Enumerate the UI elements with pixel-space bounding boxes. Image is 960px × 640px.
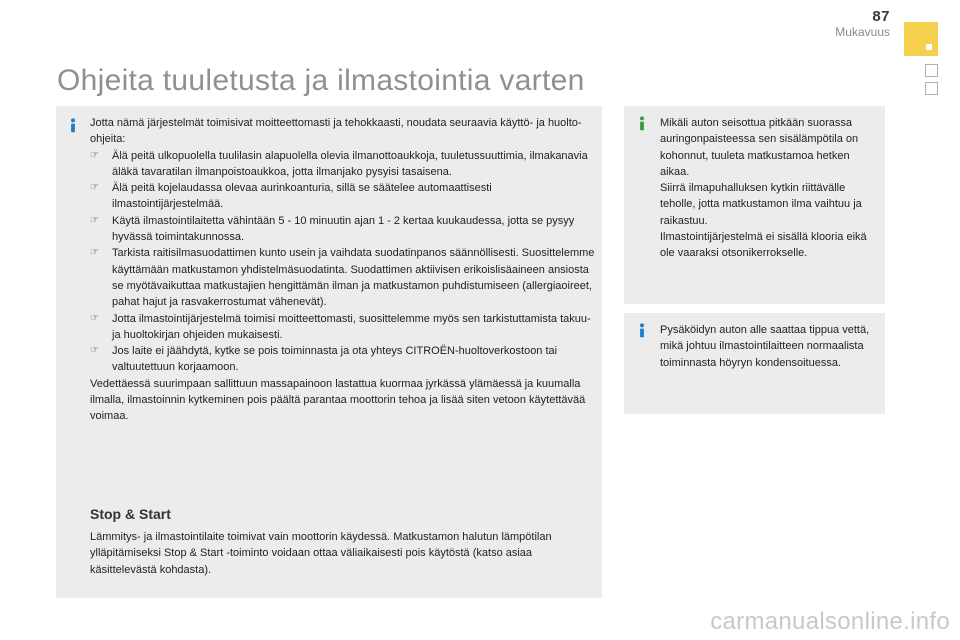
stop-start-text: Lämmitys- ja ilmastointilaite toimivat vain moottorin käydessä. Matkustamon halutun lämpötilan ylläpitämiseksi Stop & Start -toiminto voidaan ottaa väliaikaisesti pois käytöstä (katso asiaa käsittelevästä kohdasta). [90, 531, 552, 576]
eco-info-icon [635, 116, 649, 131]
nav-box-1 [925, 64, 938, 77]
section-tab-marker [904, 22, 938, 56]
condensation-text: Pysäköidyn auton alle saattaa tippua vettä, mikä johtuu ilmastointilaitteen normaalista toiminnasta höyryn kondensoituessa. [660, 324, 870, 369]
pointing-hand-icon: ☞ [90, 312, 99, 324]
list-item: ☞ Jotta ilmastointijärjestelmä toimisi moitteettomasti, suosittelemme myös sen tarkistuttamista takuu- ja huoltokirjan ohjeiden mukaisesti. [90, 312, 591, 341]
tab-marker-square [926, 44, 932, 50]
page-title: Ohjeita tuuletusta ja ilmastointia varten [57, 64, 585, 97]
eco-info-panel [624, 106, 885, 304]
pointing-hand-icon: ☞ [90, 345, 99, 357]
care-instructions-list [90, 148, 596, 376]
eco-info-text [660, 115, 878, 262]
main-text [90, 115, 596, 425]
info-icon [66, 118, 80, 133]
list-item: ☞ Älä peitä kojelaudassa olevaa aurinkoanturia, sillä se säätelee automaattisesti ilmastointijärjestelmää. [90, 182, 492, 211]
list-item: ☞ Tarkista raitisilmasuodattimen kunto usein ja vaihdata suodatinpanos säännöllisesti. Suosittelemme käyttämään matkustamon yhdistelmäsuodatinta. Suodattimen aktiivisen erikoislisäaineen ansiosta se myötävaikuttaa matkustajien hengittämän ilman ja matkustamon puhdistumiseen (allergiaoireet, pahat hajut ja rasvakerrostumat vähenevät). [90, 247, 595, 309]
eco-paragraph-3: Ilmastointijärjestelmä ei sisällä klooria eikä ole vaaraksi otsonikerrokselle. [660, 231, 867, 260]
eco-paragraph-2: Siirrä ilmapuhalluksen kytkin riittävälle teholle, jotta matkustamon ilma vaihtuu ja raikastuu. [660, 182, 862, 227]
stop-start-heading: Stop & Start [90, 506, 171, 522]
pointing-hand-icon: ☞ [90, 247, 99, 259]
list-item: ☞ Älä peitä ulkopuolella tuulilasin alapuolella olevia ilmanottoaukkoja, tuuletussuuttimia, ilmakanavia äläkä tavaratilan ilmanpoistoaukkoa, jotta ilmanjako pysyisi tasaisena. [90, 149, 588, 178]
page-header [835, 8, 890, 39]
outro-paragraph: Vedettäessä suurimpaan sallittuun massapainoon lastattua kuormaa jyrkässä ylämäessä ja kuumalla ilmalla, ilmastoinnin kytkeminen pois päältä parantaa moottorin tehoa ja lisää siten vetoon käytettävää voimaa. [90, 377, 586, 423]
pointing-hand-icon: ☞ [90, 214, 99, 226]
main-info-panel [56, 106, 602, 598]
list-item: ☞ Jos laite ei jäähdytä, kytke se pois toiminnasta ja ota yhteys CITROËN-huoltoverkostoon tai valtuutettuun korjaamoon. [90, 345, 558, 374]
nav-box-2 [925, 82, 938, 95]
pointing-hand-icon: ☞ [90, 182, 99, 194]
info-icon [635, 323, 649, 338]
condensation-info-panel [624, 313, 885, 414]
intro-paragraph: Jotta nämä järjestelmät toimisivat moitteettomasti ja tehokkaasti, noudata seuraavia käyttö- ja huolto-ohjeita: [90, 117, 582, 146]
list-item: ☞ Käytä ilmastointilaitetta vähintään 5 - 10 minuutin ajan 1 - 2 kertaa kuukaudessa, jotta se pysyy hyvässä toimintakunnossa. [90, 214, 575, 244]
page-number: 87 [872, 8, 890, 25]
watermark: carmanualsonline.info [710, 608, 950, 635]
eco-paragraph-1: Mikäli auton seisottua pitkään suorassa auringonpaisteessa sen sisälämpötila on kohonnut, tuuleta matkustamoa hetken aikaa. [660, 117, 859, 178]
section-name: Mukavuus [835, 25, 890, 39]
pointing-hand-icon: ☞ [90, 149, 99, 161]
